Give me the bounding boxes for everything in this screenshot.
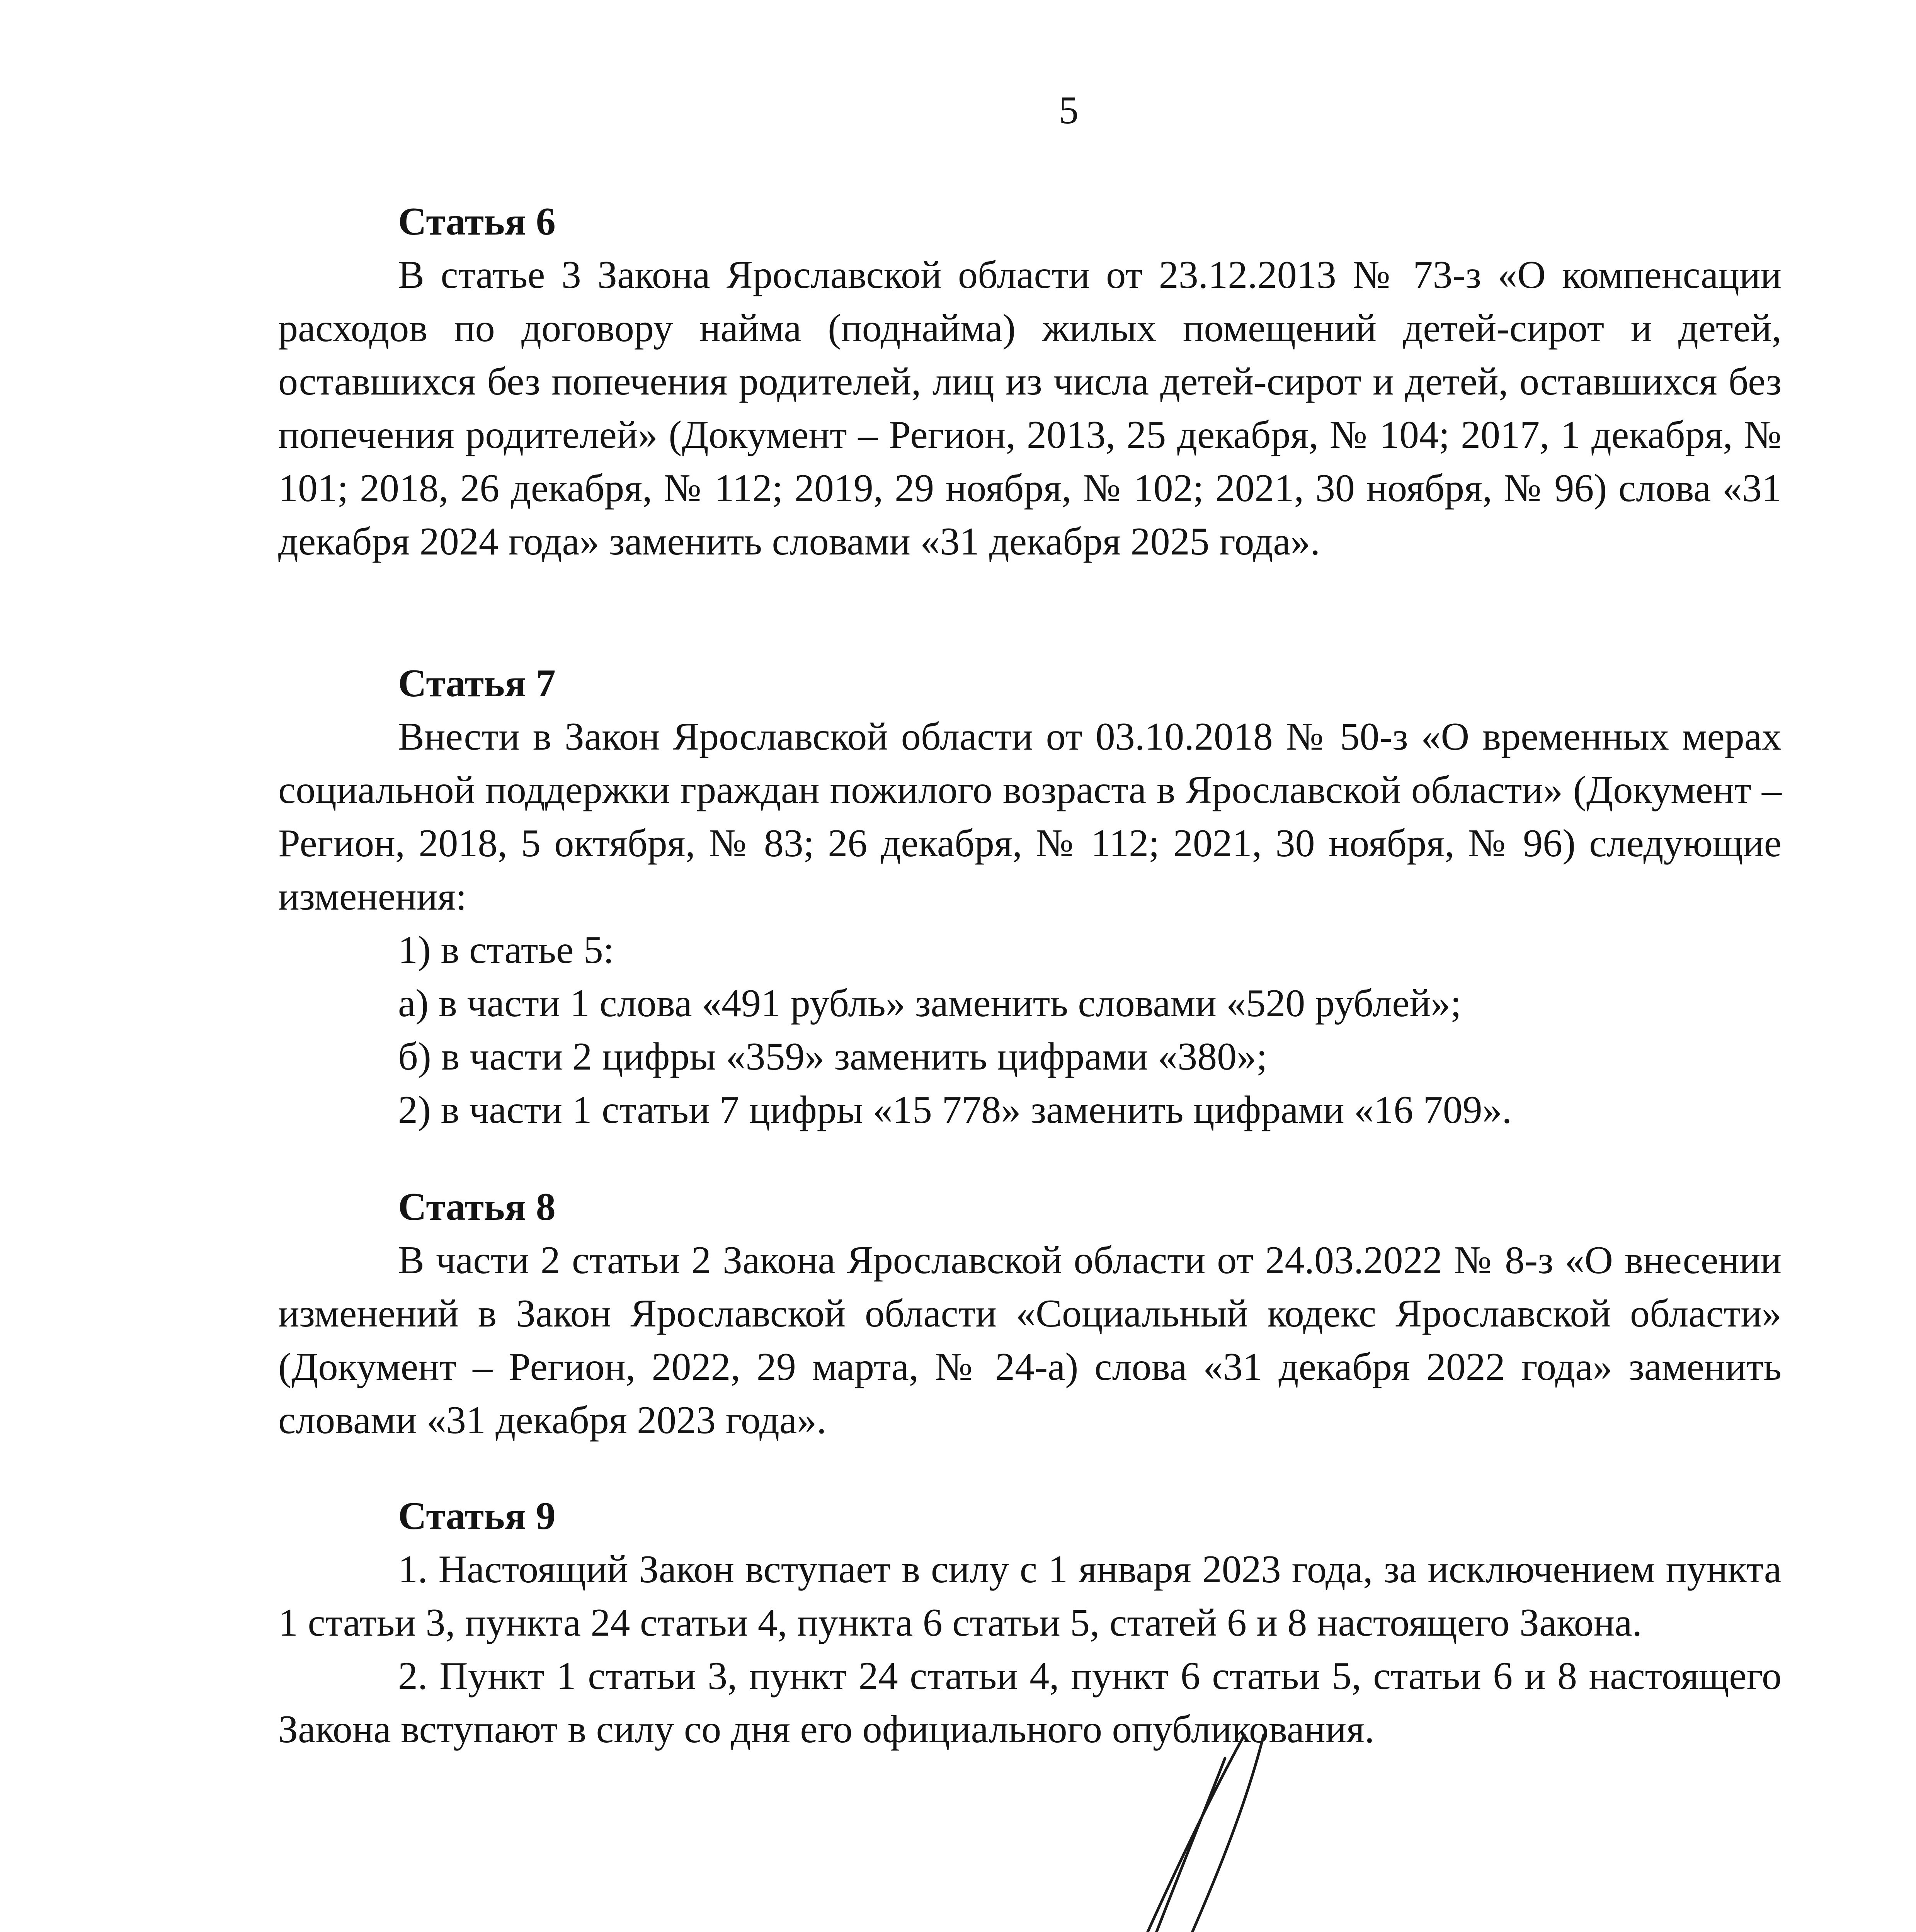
article-paragraph: 1. Настоящий Закон вступает в силу с 1 января 2023 года, за исключением пункта 1 статьи 3, пункта 24 статьи 4, пункта 6 статьи 5, статей 6 и 8 настоящего Закона. <box>278 1548 1782 1645</box>
article-9 <box>278 1490 1782 1756</box>
list-item: а) в части 1 слова «491 рубль» заменить словами «520 рублей»; <box>398 981 1462 1025</box>
article-paragraph: 2. Пункт 1 статьи 3, пункт 24 статьи 4, пункт 6 статьи 5, статьи 6 и 8 настоящего Закона вступают в силу со дня его официального опубликования. <box>278 1654 1782 1751</box>
handwritten-signature <box>947 1727 1546 1932</box>
article-7 <box>278 657 1782 1137</box>
article-heading: Статья 6 <box>398 200 556 243</box>
article-6 <box>278 195 1782 568</box>
article-heading: Статья 7 <box>398 662 556 705</box>
article-paragraph: Внести в Закон Ярославской области от 03.10.2018 № 50-з «О временных мерах социальной поддержки граждан пожилого возраста в Ярославской области» (Документ – Регион, 2018, 5 октября, № 83; 26 декабря, № 112; 2021, 30 ноября, № 96) следующие изменения: <box>278 715 1782 918</box>
article-paragraph: В части 2 статьи 2 Закона Ярославской области от 24.03.2022 № 8-з «О внесении изменений в Закон Ярославской области «Социальный кодекс Ярославской области» (Документ – Регион, 2022, 29 марта, № 24-а) слова «31 декабря 2022 года» заменить словами «31 декабря 2023 года». <box>278 1238 1782 1442</box>
article-paragraph: В статье 3 Закона Ярославской области от 23.12.2013 № 73-з «О компенсации расходов по договору найма (поднайма) жилых помещений детей-сирот и детей, оставшихся без попечения родителей, лиц из числа детей-сирот и детей, оставшихся без попечения родителей» (Документ – Регион, 2013, 25 декабря, № 104; 2017, 1 декабря, № 101; 2018, 26 декабря, № 112; 2019, 29 ноября, № 102; 2021, 30 ноября, № 96) слова «31 декабря 2024 года» заменить словами «31 декабря 2025 года». <box>278 253 1782 563</box>
article-8 <box>278 1180 1782 1447</box>
list-item: б) в части 2 цифры «359» заменить цифрами «380»; <box>398 1035 1268 1078</box>
list-item: 2) в части 1 статьи 7 цифры «15 778» заменить цифрами «16 709». <box>398 1088 1512 1132</box>
article-heading: Статья 8 <box>398 1185 556 1229</box>
list-item: 1) в статье 5: <box>398 928 614 972</box>
article-heading: Статья 9 <box>398 1494 556 1538</box>
page-number: 5 <box>1059 88 1079 132</box>
